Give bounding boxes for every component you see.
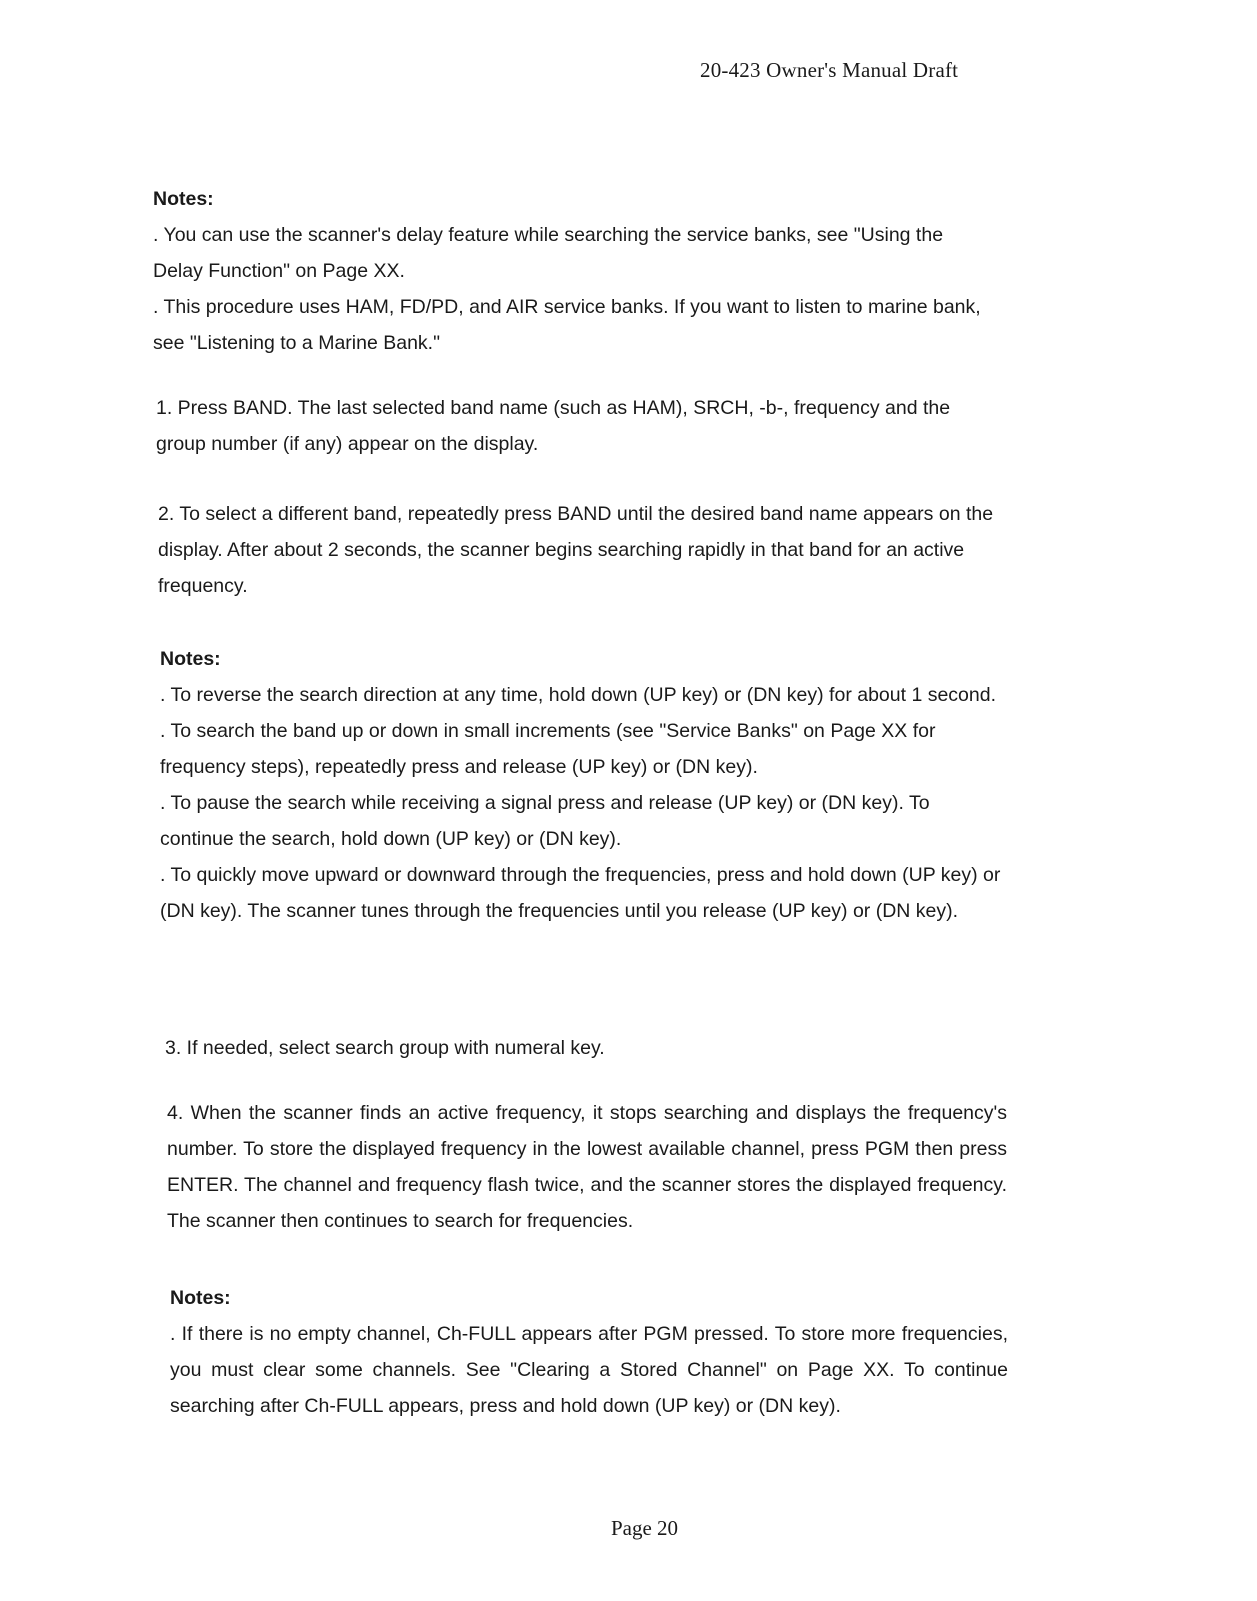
note-item: . To search the band up or down in small increments (see "Service Banks" on Page XX for frequency steps), repeatedly press and release (UP key) or (DN key). [160, 720, 936, 778]
note-item: . If there is no empty channel, Ch-FULL appears after PGM pressed. To store more frequencies, you must clear some channels. See "Clearing a Stored Channel" on Page XX. To continue searching after Ch-FULL appears, press and hold down (UP key) or (DN key). [170, 1323, 1008, 1417]
note-item: . This procedure uses HAM, FD/PD, and AIR service banks. If you want to listen to marine bank, see "Listening to a Marine Bank." [153, 296, 981, 354]
step-1-text: 1. Press BAND. The last selected band name (such as HAM), SRCH, -b-, frequency and the group number (if any) appear on the display. [156, 397, 951, 455]
notes-title: Notes: [170, 1287, 231, 1309]
step-2 [158, 496, 1000, 604]
notes-title: Notes: [153, 188, 214, 210]
notes-section-3 [170, 1280, 1008, 1424]
note-item: . To quickly move upward or downward through the frequencies, press and hold down (UP key) or (DN key). The scanner tunes through the frequencies until you release (UP key) or (DN key). [160, 864, 1001, 922]
notes-title: Notes: [160, 648, 221, 670]
note-item: . To reverse the search direction at any time, hold down (UP key) or (DN key) for about 1 second. [160, 684, 997, 706]
step-3 [165, 1030, 1007, 1066]
step-2-text: 2. To select a different band, repeatedly press BAND until the desired band name appears on the display. After about 2 seconds, the scanner begins searching rapidly in that band for an active frequency. [158, 503, 994, 597]
note-item: . To pause the search while receiving a signal press and release (UP key) or (DN key). To continue the search, hold down (UP key) or (DN key). [160, 792, 930, 850]
note-item: . You can use the scanner's delay feature while searching the service banks, see "Using the Delay Function" on Page XX. [153, 224, 944, 282]
step-3-text: 3. If needed, select search group with numeral key. [165, 1037, 605, 1059]
page-number: Page 20 [610, 1516, 679, 1540]
page-footer [0, 1516, 1257, 1541]
page-header: 20-423 Owner's Manual Draft [700, 58, 959, 82]
notes-section-1 [153, 181, 998, 361]
notes-section-2 [160, 641, 1002, 929]
step-4-text: 4. When the scanner finds an active frequency, it stops searching and displays the frequency's number. To store the displayed frequency in the lowest available channel, press PGM then press ENTER. The channel and frequency flash twice, and the scanner stores the displayed frequency. The scanner then continues to search for frequencies. [167, 1102, 1007, 1232]
step-1 [156, 390, 998, 462]
step-4 [167, 1095, 1007, 1239]
